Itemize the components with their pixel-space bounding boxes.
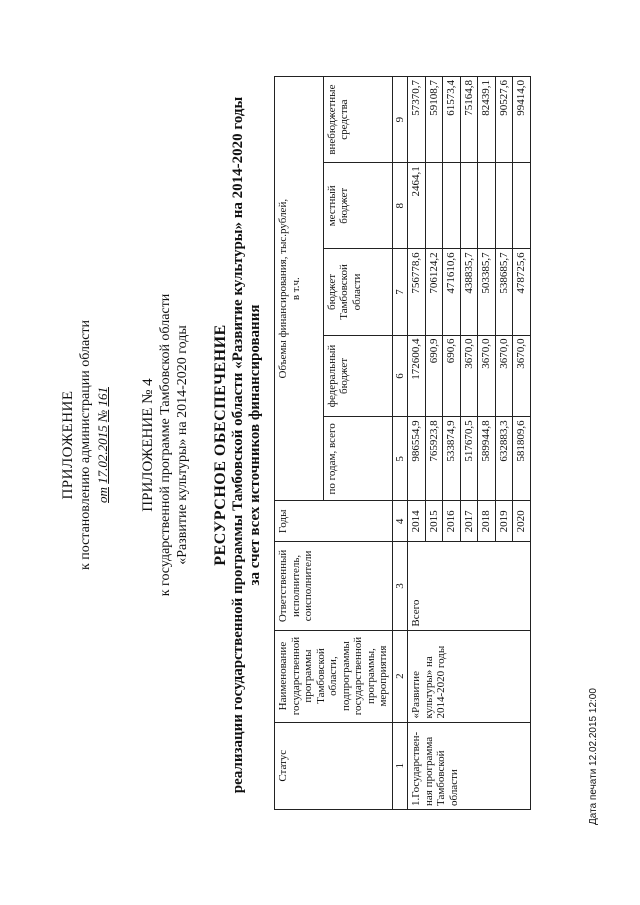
regional-cell: 756778,6 <box>408 249 426 335</box>
year-cell: 2018 <box>478 501 496 542</box>
extra-cell: 57370,7 <box>408 77 426 163</box>
header-status: Статус <box>275 722 393 809</box>
total-cell: 632883,3 <box>495 417 513 501</box>
regional-cell: 706124,2 <box>425 249 443 335</box>
extra-cell: 99414,0 <box>513 77 531 163</box>
document-subtitle-2: за счет всех источников финансирования <box>247 304 263 586</box>
appendix4-heading: ПРИЛОЖЕНИЕ № 4 <box>140 378 156 512</box>
col-number: 8 <box>392 163 408 249</box>
column-number-row <box>392 77 408 810</box>
regional-cell: 438835,7 <box>460 249 478 335</box>
total-cell: 765923,8 <box>425 417 443 501</box>
document-page <box>40 45 600 845</box>
local-cell <box>443 163 461 249</box>
header-volumes <box>275 77 324 501</box>
col-number: 9 <box>392 77 408 163</box>
year-cell: 2019 <box>495 501 513 542</box>
header-name: Наименование государственной программы Тамбовской области, подпрограммы государственной программы, мероприятия <box>275 630 393 722</box>
total-cell: 533874,9 <box>443 417 461 501</box>
resource-table <box>274 76 531 810</box>
local-cell <box>460 163 478 249</box>
status-cell: 1.Государствен-ная программа Тамбовской области <box>408 722 531 809</box>
extra-cell: 59108,7 <box>425 77 443 163</box>
year-cell: 2016 <box>443 501 461 542</box>
federal-cell: 690,6 <box>443 335 461 417</box>
col-number: 3 <box>392 542 408 630</box>
document-subtitle: реализации государственной программы Тамбовской области «Развитие культуры» на 2014-2020 годы <box>230 96 246 794</box>
header-extra: внебюджетные средства <box>323 77 392 163</box>
extra-cell: 75164,8 <box>460 77 478 163</box>
header-row <box>275 77 324 810</box>
document-title: РЕСУРСНОЕ ОБЕСПЕЧЕНИЕ <box>212 324 229 566</box>
federal-cell: 3670,0 <box>495 335 513 417</box>
local-cell <box>478 163 496 249</box>
local-cell <box>513 163 531 249</box>
decree-date-prefix: от <box>95 487 110 503</box>
col-number: 2 <box>392 630 408 722</box>
year-cell: 2020 <box>513 501 531 542</box>
federal-cell: 690,9 <box>425 335 443 417</box>
extra-cell: 61573,4 <box>443 77 461 163</box>
federal-cell: 3670,0 <box>460 335 478 417</box>
appendix-decree-line: к постановлению администрации области <box>78 319 93 571</box>
appendix4-line2: к государственной программе Тамбовской области <box>158 293 173 597</box>
federal-cell: 3670,0 <box>513 335 531 417</box>
header-volumes-label: Объемы финансирования, тыс.рублей, <box>277 198 289 379</box>
header-federal: федеральный бюджет <box>323 335 392 417</box>
header-years: Годы <box>275 501 393 542</box>
header-executor: Ответственный исполнитель, соисполнители <box>275 542 393 630</box>
table-row <box>408 77 426 810</box>
col-number: 6 <box>392 335 408 417</box>
federal-cell: 3670,0 <box>478 335 496 417</box>
local-cell <box>495 163 513 249</box>
header-local: местный бюджет <box>323 163 392 249</box>
header-regional: бюджет Тамбовской области <box>323 249 392 335</box>
decree-date: 17.02.2015 <box>95 425 110 484</box>
print-date: Дата печати 12.02.2015 12:00 <box>588 688 599 825</box>
decree-number-prefix: № <box>95 409 110 423</box>
extra-cell: 90527,6 <box>495 77 513 163</box>
appendix-decree-date-number <box>95 45 111 845</box>
total-cell: 986554,9 <box>408 417 426 501</box>
header-volumes-sub: в т.ч. <box>289 277 302 301</box>
total-cell: 589944,8 <box>478 417 496 501</box>
col-number: 7 <box>392 249 408 335</box>
decree-number: 161 <box>95 387 110 407</box>
year-cell: 2014 <box>408 501 426 542</box>
total-cell: 517670,5 <box>460 417 478 501</box>
regional-cell: 471610,6 <box>443 249 461 335</box>
header-total: по годам, всего <box>323 417 392 501</box>
regional-cell: 478725,6 <box>513 249 531 335</box>
executor-cell: Всего <box>408 542 531 630</box>
total-cell: 581809,6 <box>513 417 531 501</box>
local-cell <box>425 163 443 249</box>
appendix-heading: ПРИЛОЖЕНИЕ <box>60 390 76 500</box>
year-cell: 2015 <box>425 501 443 542</box>
col-number: 1 <box>392 722 408 809</box>
local-cell: 2464,1 <box>408 163 426 249</box>
program-name-cell: «Развитие культуры» на 2014-2020 годы <box>408 630 531 722</box>
extra-cell: 82439,1 <box>478 77 496 163</box>
col-number: 4 <box>392 501 408 542</box>
regional-cell: 538685,7 <box>495 249 513 335</box>
federal-cell: 172600,4 <box>408 335 426 417</box>
appendix4-line3: «Развитие культуры» на 2014-2020 годы <box>175 325 190 565</box>
col-number: 5 <box>392 417 408 501</box>
year-cell: 2017 <box>460 501 478 542</box>
regional-cell: 503385,7 <box>478 249 496 335</box>
